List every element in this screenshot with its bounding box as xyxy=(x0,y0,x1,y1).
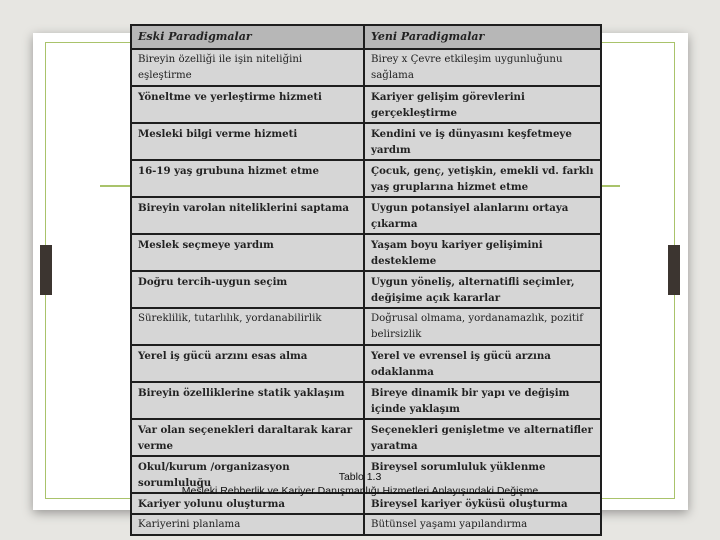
old-paradigm-cell: Bireyin özelliklerine statik yaklaşım xyxy=(131,382,364,419)
header-old-paradigms: Eski Paradigmalar xyxy=(131,25,364,49)
new-paradigm-cell: Doğrusal olmama, yordanamazlık, pozitif belirsizlik xyxy=(364,308,601,345)
caption-title: Mesleki Rehberlik ve Kariyer Danışmanlığı Hizmetleri Anlayışındaki Değişme xyxy=(181,485,539,497)
new-paradigm-cell: Bireye dinamik bir yapı ve değişim içinde yaklaşım xyxy=(364,382,601,419)
new-paradigm-cell: Bireysel kariyer öyküsü oluşturma xyxy=(364,493,601,514)
table-row xyxy=(131,271,601,308)
table-row xyxy=(131,86,601,123)
paradigm-table-container xyxy=(130,24,600,536)
old-paradigm-cell: Yöneltme ve yerleştirme hizmeti xyxy=(131,86,364,123)
old-paradigm-cell: Yerel iş gücü arzını esas alma xyxy=(131,345,364,382)
new-paradigm-cell: Bireysel sorumluluk yüklenme xyxy=(364,456,601,493)
old-paradigm-cell: Kariyerini planlama xyxy=(131,514,364,535)
paradigm-table xyxy=(130,24,602,536)
table-row xyxy=(131,419,601,456)
table-row xyxy=(131,123,601,160)
table-header-row xyxy=(131,25,601,49)
new-paradigm-cell: Seçenekleri genişletme ve alternatifler yaratma xyxy=(364,419,601,456)
decorative-bar-left xyxy=(40,245,52,295)
new-paradigm-cell: Uygun yöneliş, alternatifli seçimler, değişime açık kararlar xyxy=(364,271,601,308)
table-row xyxy=(131,514,601,535)
new-paradigm-cell: Yerel ve evrensel iş gücü arzına odaklanma xyxy=(364,345,601,382)
new-paradigm-cell: Yaşam boyu kariyer gelişimini destekleme xyxy=(364,234,601,271)
decorative-bar-right xyxy=(668,245,680,295)
table-row xyxy=(131,197,601,234)
old-paradigm-cell: Kariyer yolunu oluşturma xyxy=(131,493,364,514)
table-caption xyxy=(0,470,720,498)
new-paradigm-cell: Kendini ve iş dünyasını keşfetmeye yardım xyxy=(364,123,601,160)
old-paradigm-cell: Mesleki bilgi verme hizmeti xyxy=(131,123,364,160)
header-new-paradigms: Yeni Paradigmalar xyxy=(364,25,601,49)
new-paradigm-cell: Kariyer gelişim görevlerini gerçekleştirme xyxy=(364,86,601,123)
old-paradigm-cell: Süreklilik, tutarlılık, yordanabilirlik xyxy=(131,308,364,345)
decorative-line-left xyxy=(100,185,132,187)
table-row xyxy=(131,308,601,345)
new-paradigm-cell: Birey x Çevre etkileşim uygunluğunu sağlama xyxy=(364,49,601,86)
table-row xyxy=(131,345,601,382)
old-paradigm-cell: 16-19 yaş grubuna hizmet etme xyxy=(131,160,364,197)
old-paradigm-cell: Meslek seçmeye yardım xyxy=(131,234,364,271)
new-paradigm-cell: Çocuk, genç, yetişkin, emekli vd. farklı yaş gruplarına hizmet etme xyxy=(364,160,601,197)
table-row xyxy=(131,160,601,197)
new-paradigm-cell: Uygun potansiyel alanlarını ortaya çıkarma xyxy=(364,197,601,234)
old-paradigm-cell: Okul/kurum /organizasyon sorumluluğu xyxy=(131,456,364,493)
old-paradigm-cell: Bireyin özelliği ile işin niteliğini eşleştirme xyxy=(131,49,364,86)
old-paradigm-cell: Var olan seçenekleri daraltarak karar verme xyxy=(131,419,364,456)
table-row xyxy=(131,49,601,86)
table-row xyxy=(131,382,601,419)
caption-table-number: Tablo 1.3 xyxy=(338,471,382,483)
old-paradigm-cell: Bireyin varolan niteliklerini saptama xyxy=(131,197,364,234)
table-row xyxy=(131,234,601,271)
old-paradigm-cell: Doğru tercih-uygun seçim xyxy=(131,271,364,308)
new-paradigm-cell: Bütünsel yaşamı yapılandırma xyxy=(364,514,601,535)
